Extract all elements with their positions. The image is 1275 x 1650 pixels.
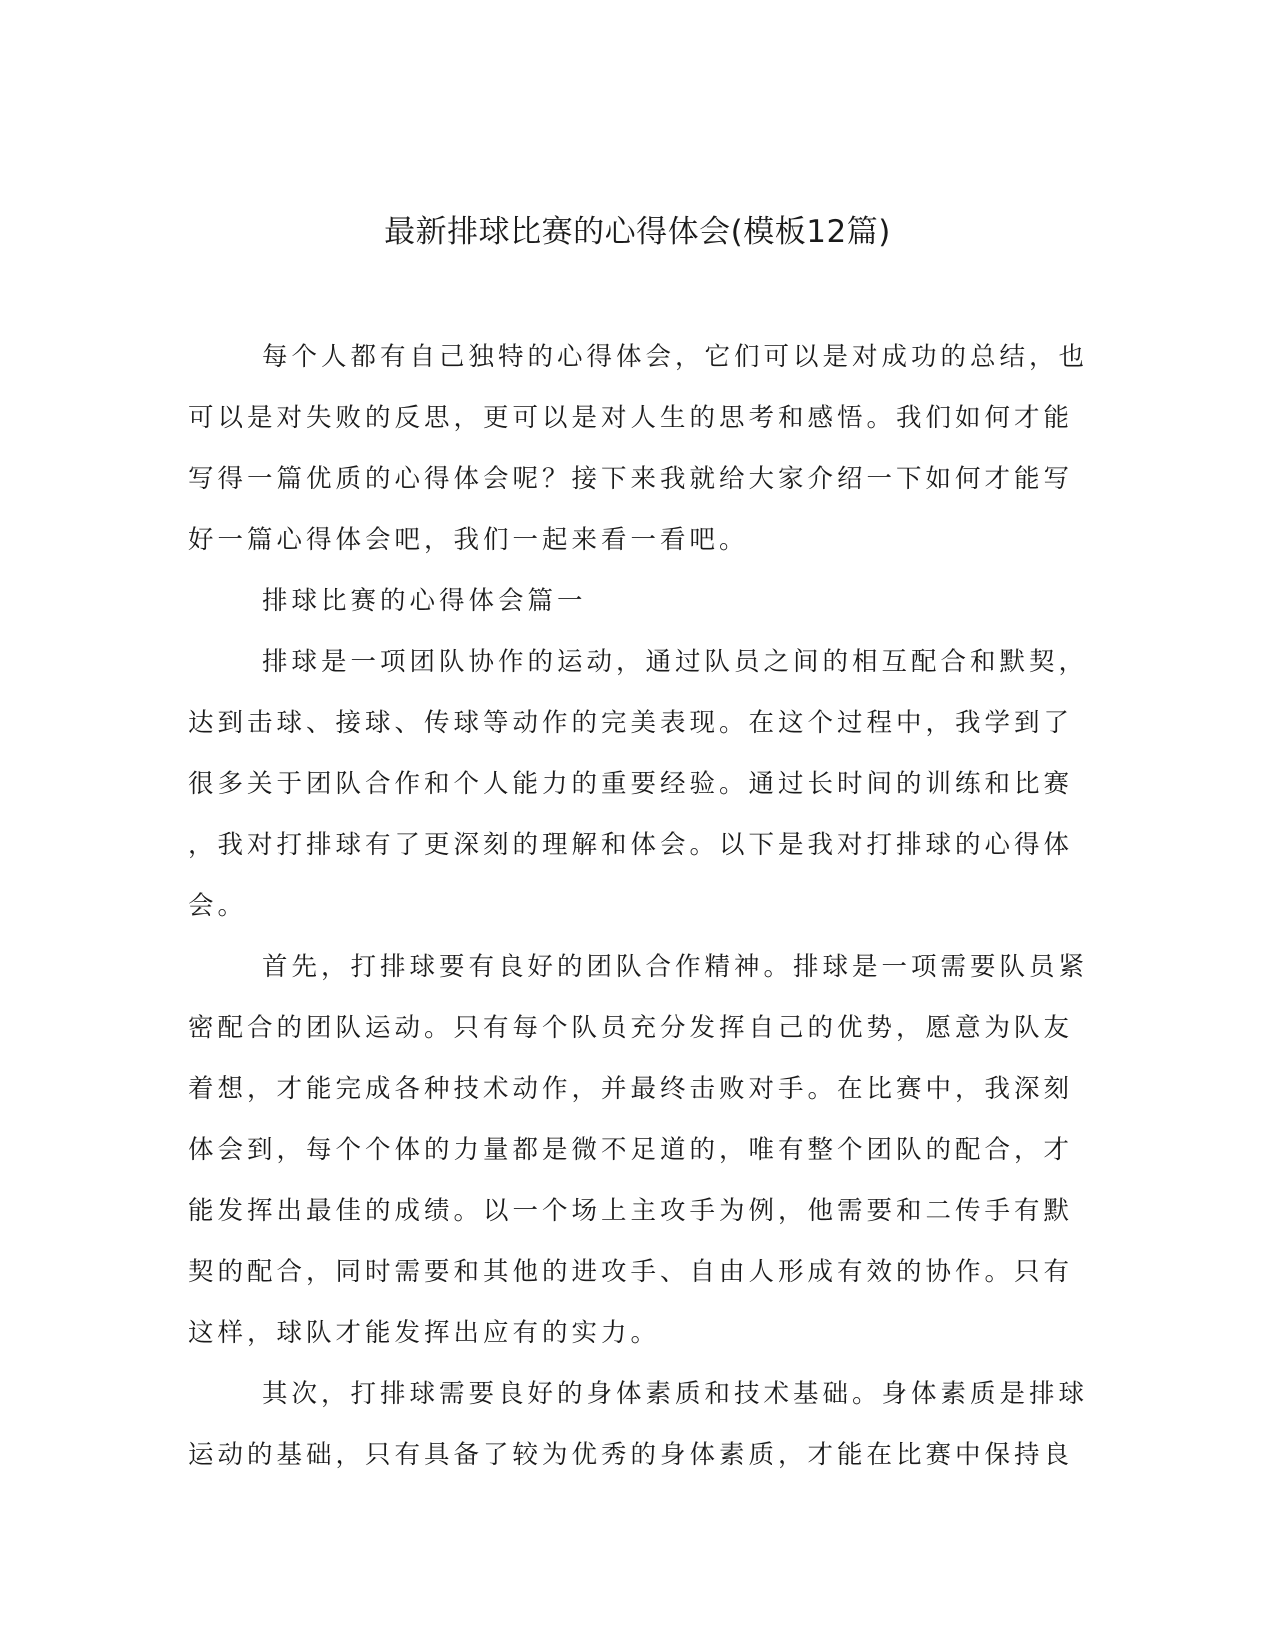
document-title: 最新排球比赛的心得体会(模板12篇) xyxy=(384,214,891,250)
text-line: 运动的基础，只有具备了较为优秀的身体素质，才能在比赛中保持良 xyxy=(188,1440,1074,1470)
text-line: ，我对打排球有了更深刻的理解和体会。以下是我对打排球的心得体 xyxy=(188,830,1074,860)
paragraph-1 xyxy=(188,632,1089,937)
text-line: 写得一篇优质的心得体会呢？接下来我就给大家介绍一下如何才能写 xyxy=(188,464,1074,494)
text-line: 密配合的团队运动。只有每个队员充分发挥自己的优势，愿意为队友 xyxy=(188,1013,1074,1043)
paragraph-2 xyxy=(188,937,1089,1364)
text-line: 好一篇心得体会吧，我们一起来看一看吧。 xyxy=(188,525,749,555)
document-body xyxy=(188,327,1089,1486)
section-heading xyxy=(188,571,1068,632)
text-line: 可以是对失败的反思，更可以是对人生的思考和感悟。我们如何才能 xyxy=(188,403,1074,433)
text-line: 这样，球队才能发挥出应有的实力。 xyxy=(188,1318,661,1348)
text-line: 会。 xyxy=(188,891,248,921)
text-line: 着想，才能完成各种技术动作，并最终击败对手。在比赛中，我深刻 xyxy=(188,1074,1074,1104)
text-line: 能发挥出最佳的成绩。以一个场上主攻手为例，他需要和二传手有默 xyxy=(188,1196,1074,1226)
text-line: 排球是一项团队协作的运动，通过队员之间的相互配合和默契， xyxy=(262,647,1089,677)
text-line: 每个人都有自己独特的心得体会，它们可以是对成功的总结，也 xyxy=(262,342,1089,372)
text-line: 体会到，每个个体的力量都是微不足道的，唯有整个团队的配合，才 xyxy=(188,1135,1074,1165)
text-line: 达到击球、接球、传球等动作的完美表现。在这个过程中，我学到了 xyxy=(188,708,1074,738)
paragraph-3 xyxy=(188,1364,1089,1486)
text-line: 很多关于团队合作和个人能力的重要经验。通过长时间的训练和比赛 xyxy=(188,769,1074,799)
text-line: 首先，打排球要有良好的团队合作精神。排球是一项需要队员紧 xyxy=(262,952,1089,982)
text-line: 其次，打排球需要良好的身体素质和技术基础。身体素质是排球 xyxy=(262,1379,1089,1409)
paragraph-intro xyxy=(188,327,1089,571)
section-heading-text: 排球比赛的心得体会篇一 xyxy=(262,586,587,616)
text-line: 契的配合，同时需要和其他的进攻手、自由人形成有效的协作。只有 xyxy=(188,1257,1074,1287)
